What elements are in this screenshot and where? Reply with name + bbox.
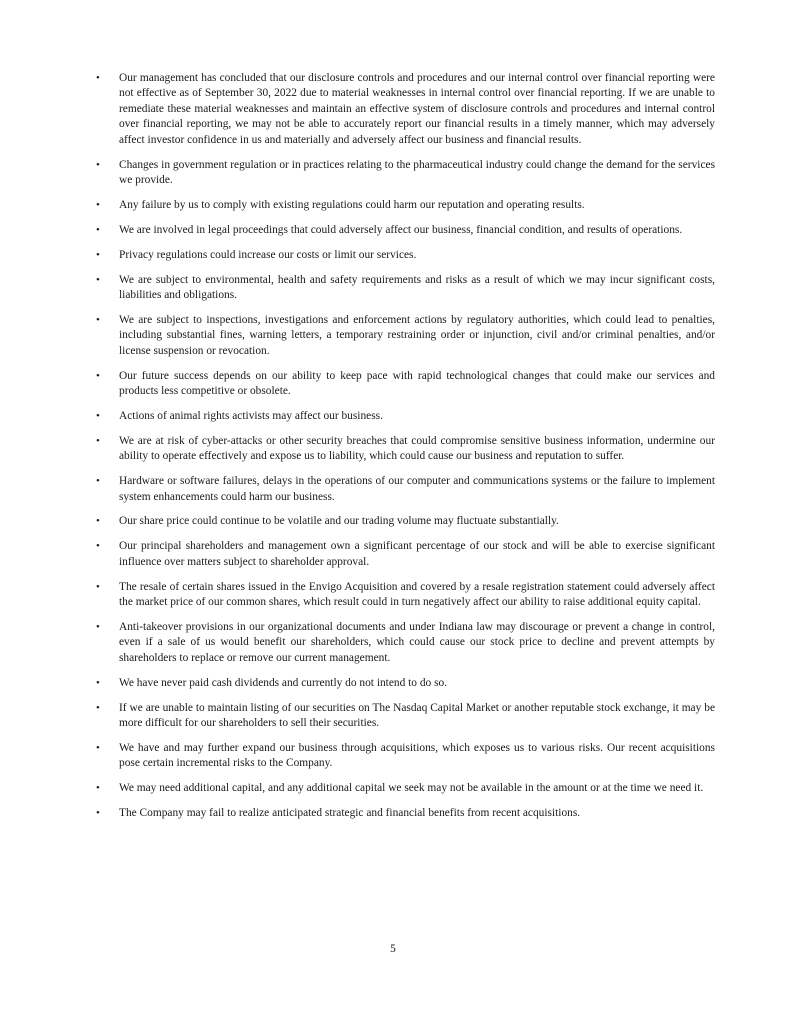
list-item xyxy=(96,741,715,772)
list-item-text: Our management has concluded that our disclosure controls and procedures and our internal control over financial reporting were not effective as of September 30, 2022 due to material weaknesses in internal control over financial reporting. If we are unable to remediate these material weaknesses and maintain an effective system of disclosure controls and procedures and internal control over financial reporting, we may not be able to accurately report our financial results in a timely manner, which may adversely affect investor confidence in us and materially and adversely affect our business and financial results. xyxy=(119,72,715,146)
list-item-text: Anti-takeover provisions in our organizational documents and under Indiana law may discourage or prevent a change in control, even if a sale of us would benefit our shareholders, which could cause our stock price to decline and prevent attempts by shareholders to replace or remove our current management. xyxy=(119,620,715,664)
bullet-icon: • xyxy=(96,540,100,553)
list-item-text: Hardware or software failures, delays in the operations of our computer and communications systems or the failure to implement system enhancements could harm our business. xyxy=(119,475,715,503)
list-item xyxy=(96,313,715,359)
list-item xyxy=(96,158,715,189)
list-item xyxy=(96,806,715,821)
list-item-text: Our principal shareholders and management own a significant percentage of our stock and will be able to exercise significant influence over matters subject to shareholder approval. xyxy=(119,540,715,568)
bullet-icon: • xyxy=(96,198,100,211)
risk-factor-list xyxy=(96,71,715,831)
list-item-text: Our future success depends on our ability to keep pace with rapid technological changes that could make our services and products less competitive or obsolete. xyxy=(119,369,715,397)
page-number: 5 xyxy=(390,943,396,955)
list-item xyxy=(96,248,715,263)
list-item xyxy=(96,369,715,400)
list-item xyxy=(96,198,715,213)
bullet-icon: • xyxy=(96,701,100,714)
list-item-text: Actions of animal rights activists may affect our business. xyxy=(119,409,383,422)
list-item xyxy=(96,514,715,529)
list-item xyxy=(96,273,715,304)
list-item-text: We have never paid cash dividends and currently do not intend to do so. xyxy=(119,676,448,689)
list-item-text: If we are unable to maintain listing of our securities on The Nasdaq Capital Market or another reputable stock exchange, it may be more difficult for our shareholders to sell their securities. xyxy=(119,701,715,729)
list-item xyxy=(96,71,715,148)
bullet-icon: • xyxy=(96,313,100,326)
list-item-text: The Company may fail to realize anticipated strategic and financial benefits from recent acquisitions. xyxy=(119,807,581,820)
bullet-icon: • xyxy=(96,248,100,261)
list-item xyxy=(96,620,715,666)
list-item xyxy=(96,223,715,238)
list-item-text: Privacy regulations could increase our costs or limit our services. xyxy=(119,248,417,261)
bullet-icon: • xyxy=(96,434,100,447)
list-item xyxy=(96,676,715,691)
list-item-text: We are subject to inspections, investigations and enforcement actions by regulatory authorities, which could lead to penalties, including substantial fines, warning letters, a temporary restraining order or injunction, civil and/or criminal penalties, and/or license suspension or revocation. xyxy=(119,313,715,357)
list-item-text: We have and may further expand our business through acquisitions, which exposes us to various risks. Our recent acquisitions pose certain incremental risks to the Company. xyxy=(119,741,715,770)
list-item-text: We are subject to environmental, health and safety requirements and risks as a result of which we may incur significant costs, liabilities and obligations. xyxy=(119,273,715,301)
list-item xyxy=(96,701,715,732)
bullet-icon: • xyxy=(96,72,100,84)
list-item xyxy=(96,539,715,570)
bullet-icon: • xyxy=(96,515,100,528)
list-item xyxy=(96,474,715,505)
list-item-text: Changes in government regulation or in practices relating to the pharmaceutical industry could change the demand for the services we provide. xyxy=(119,158,715,186)
list-item-text: We may need additional capital, and any additional capital we seek may not be available in the amount or at the time we need it. xyxy=(119,782,704,795)
bullet-icon: • xyxy=(96,369,100,382)
bullet-icon: • xyxy=(96,741,100,754)
list-item xyxy=(96,409,715,424)
list-item xyxy=(96,781,715,796)
list-item xyxy=(96,434,715,465)
list-item-text: We are involved in legal proceedings that could adversely affect our business, financial condition, and results of operations. xyxy=(119,223,683,236)
bullet-icon: • xyxy=(96,223,100,236)
bullet-icon: • xyxy=(96,273,100,286)
list-item xyxy=(96,580,715,611)
list-item-text: We are at risk of cyber-attacks or other security breaches that could compromise sensitive business information, undermine our ability to operate effectively and expose us to liability, which could cause our business and reputation to suffer. xyxy=(119,434,715,463)
bullet-icon: • xyxy=(96,475,100,488)
bullet-icon: • xyxy=(96,409,100,422)
bullet-icon: • xyxy=(96,580,100,593)
bullet-icon: • xyxy=(96,676,100,689)
bullet-icon: • xyxy=(96,620,100,633)
bullet-icon: • xyxy=(96,158,100,171)
bullet-icon: • xyxy=(96,782,100,795)
bullet-icon: • xyxy=(96,807,100,820)
list-item-text: Any failure by us to comply with existing regulations could harm our reputation and operating results. xyxy=(119,198,585,211)
list-item-text: Our share price could continue to be volatile and our trading volume may fluctuate substantially. xyxy=(119,515,559,528)
list-item-text: The resale of certain shares issued in the Envigo Acquisition and covered by a resale registration statement could adversely affect the market price of our common shares, which result could in turn negatively affect our ability to raise additional equity capital. xyxy=(119,580,715,609)
